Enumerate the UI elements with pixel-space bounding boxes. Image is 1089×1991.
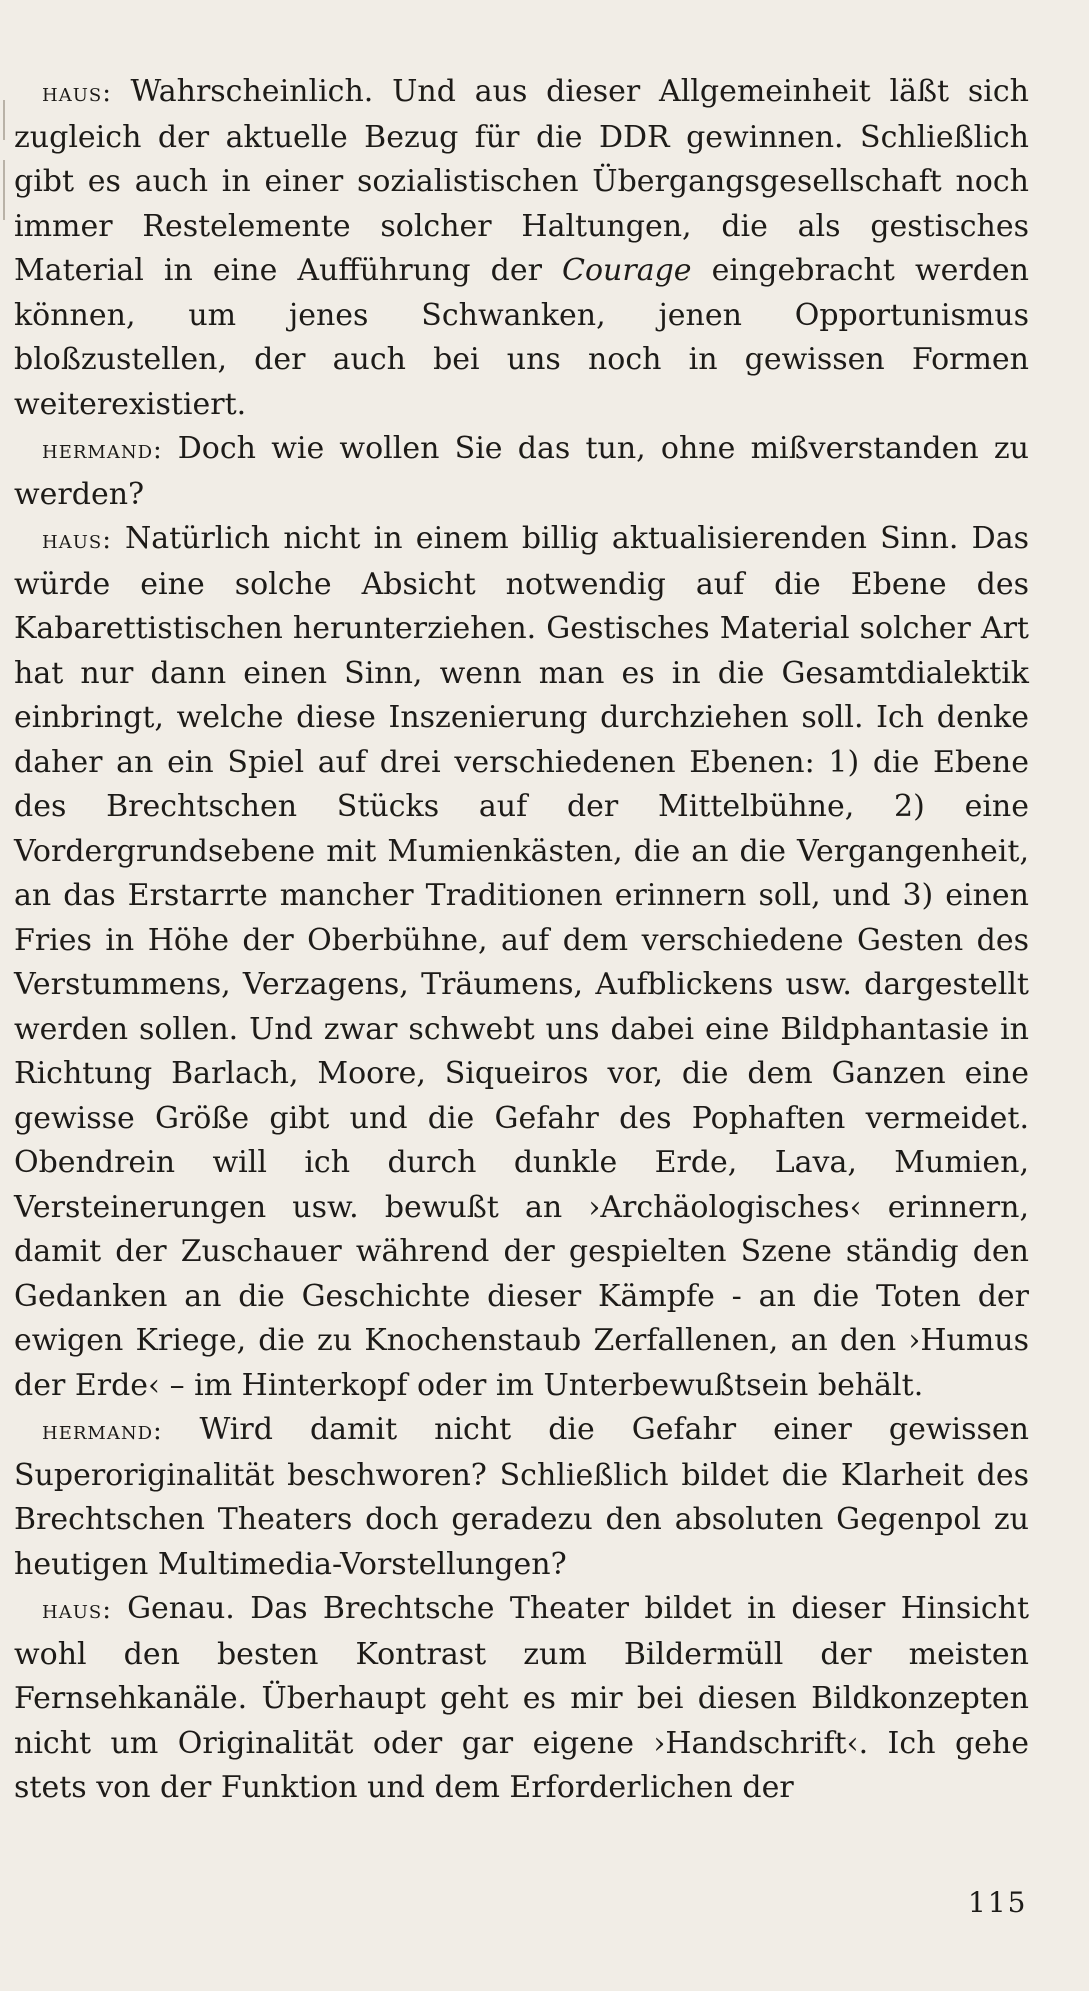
margin-line: [3, 160, 5, 220]
paragraph-text-continued: eingebracht werden können, um jenes Schwanken, jenen Opportunismus bloßzustellen, der auch bei uns noch in gewissen Formen weiterexistiert.: [14, 253, 1029, 422]
paragraph: [14, 1408, 1029, 1587]
speaker-label: hermand:: [42, 435, 178, 465]
margin-line: [3, 100, 5, 140]
speaker-label: haus:: [42, 525, 125, 555]
speaker-name: hermand: [42, 1416, 154, 1446]
paragraph-text: Doch wie wollen Sie das tun, ohne mißverstanden zu werden?: [14, 431, 1030, 512]
speaker-name: haus: [42, 78, 103, 108]
paragraph-text: Wird damit nicht die Gefahr einer gewissen Superoriginalität beschworen? Schließlich bildet die Klarheit des Brechtschen Theaters doch geradezu den absoluten Gegenpol zu heutigen Multimedia-Vorstellungen?: [14, 1412, 1029, 1582]
speaker-name: hermand: [42, 435, 154, 465]
paragraph: [14, 517, 1029, 1408]
paragraph: [14, 1587, 1029, 1811]
speaker-name: haus: [42, 525, 103, 555]
speaker-name: haus: [42, 1595, 103, 1625]
speaker-label: haus:: [42, 78, 131, 108]
paragraph-text: Wahrscheinlich. Und aus dieser Allgemeinheit läßt sich zugleich der aktuelle Bezug für die DDR gewinnen. Schließlich gibt es auch in einer sozialistischen Übergangsgesellschaft noch immer Restelemente solcher Haltungen, die als gestisches Material in eine Aufführung der: [14, 74, 1030, 288]
body-text: [14, 70, 1029, 1811]
speaker-label: haus:: [42, 1595, 128, 1625]
speaker-label: hermand:: [42, 1416, 200, 1446]
paragraph: [14, 427, 1029, 517]
paragraph-text: Genau. Das Brechtsche Theater bildet in dieser Hinsicht wohl den besten Kontrast zum Bildermüll der meisten Fernsehkanäle. Überhaupt geht es mir bei diesen Bildkonzepten nicht um Originalität oder gar eigene ›Handschrift‹. Ich gehe stets von der Funktion und dem Erforderlichen der: [14, 1591, 1030, 1805]
paragraph-text: Natürlich nicht in einem billig aktualisierenden Sinn. Das würde eine solche Absicht notwendig auf die Ebene des Kabarettistischen herunterziehen. Gestisches Material solcher Art hat nur dann einen Sinn, wenn man es in die Gesamtdialektik einbringt, welche diese Inszenierung durchziehen soll. Ich denke daher an ein Spiel auf drei verschiedenen Ebenen: 1) die Ebene des Brechtschen Stücks auf der Mittelbühne, 2) eine Vordergrundsebene mit Mumienkästen, die an die Vergangenheit, an das Erstarrte mancher Traditionen erinnern soll, und 3) einen Fries in Höhe der Oberbühne, auf dem verschiedene Gesten des Verstummens, Verzagens, Träumens, Aufblickens usw. dargestellt werden sollen. Und zwar schwebt uns dabei eine Bildphantasie in Richtung Barlach, Moore, Siqueiros vor, die dem Ganzen eine gewisse Größe gibt und die Gefahr des Pophaften vermeidet. Obendrein will ich durch dunkle Erde, Lava, Mumien, Versteinerungen usw. bewußt an ›Archäologisches‹ erinnern, damit der Zuschauer während der gespielten Szene ständig den Gedanken an die Geschichte dieser Kämpfe - an die Toten der ewigen Kriege, die zu Knochenstaub Zerfallenen, an den ›Humus der Erde‹ – im Hinterkopf oder im Unterbewußtsein behält.: [14, 521, 1030, 1403]
page-number: 115: [968, 1886, 1028, 1919]
paragraph: [14, 70, 1029, 427]
play-title: Courage: [562, 253, 692, 288]
